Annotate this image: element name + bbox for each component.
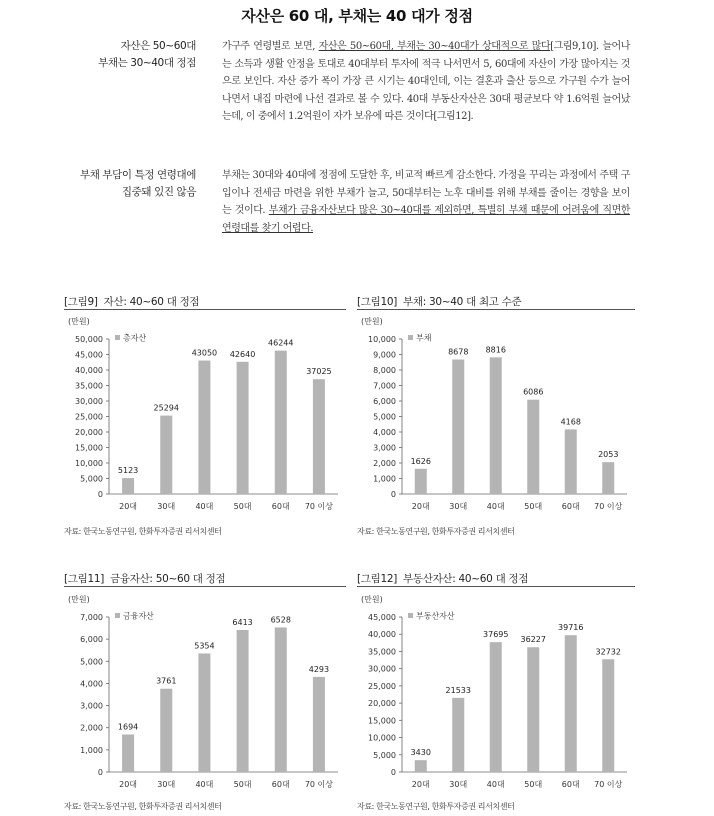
y-tick-label: 5,000 [373, 750, 396, 760]
bar [122, 478, 134, 494]
x-tick-label: 40대 [195, 502, 214, 511]
x-tick-label: 20대 [411, 502, 430, 511]
y-tick-label: 35,000 [75, 381, 103, 391]
y-tick-label: 8,000 [373, 366, 396, 375]
figure-12-source: 자료: 한국노동연구원, 한화투자증권 리서치센터 [357, 802, 515, 811]
data-label: 8816 [485, 345, 506, 355]
data-label: 46244 [268, 338, 294, 348]
x-tick-label: 70 이상 [304, 502, 334, 511]
data-label: 43050 [191, 348, 218, 358]
y-tick-label: 0 [390, 490, 396, 499]
bar [527, 647, 539, 772]
data-label: 1626 [410, 456, 431, 466]
data-label: 5354 [194, 641, 215, 651]
bar [415, 469, 427, 494]
y-tick-label: 6,000 [80, 635, 103, 645]
side-heading-line: 부채 부담이 특정 연령대에 [80, 169, 196, 181]
y-tick-label: 10,000 [368, 733, 396, 743]
y-tick-label: 50,000 [75, 335, 103, 344]
y-tick-label: 4,000 [373, 428, 396, 437]
y-tick-label: 2,000 [80, 723, 103, 733]
figure-caption: 자산: 40~60 대 정점 [103, 296, 200, 308]
body-text-underlined: 부채가 금융자산보다 많은 30~40대를 제외하면, 특별히 부채 때문에 어려움에 직면한 연령대를 찾기 어렵다. [222, 205, 630, 234]
unit-label: (만원) [68, 317, 90, 326]
bar [160, 689, 172, 772]
legend-swatch [408, 335, 413, 340]
x-tick-label: 40대 [195, 780, 214, 789]
y-tick-label: 3,000 [373, 443, 396, 453]
x-tick-label: 70 이상 [594, 780, 623, 789]
figure-caption: 부채: 30~40 대 최고 수준 [403, 296, 522, 308]
data-label: 39716 [558, 623, 584, 633]
y-tick-label: 5,000 [80, 474, 103, 484]
x-tick-label: 30대 [449, 780, 468, 789]
figure-number: [그림11] [64, 573, 105, 585]
x-tick-label: 50대 [233, 502, 252, 511]
figure-10-chart [357, 312, 635, 520]
y-tick-label: 20,000 [75, 428, 103, 437]
bar [565, 429, 577, 494]
figure-caption: 금융자산: 50~60 대 정점 [110, 573, 226, 585]
figure-number: [그림9] [64, 296, 98, 308]
y-tick-label: 1,000 [80, 745, 103, 755]
x-tick-label: 70 이상 [594, 502, 623, 511]
x-tick-label: 50대 [233, 780, 252, 789]
figure-9-chart [64, 312, 346, 520]
side-heading [98, 38, 196, 72]
unit-label: (만원) [361, 595, 383, 604]
data-label: 3761 [156, 676, 177, 686]
bar [275, 627, 287, 772]
data-label: 42640 [229, 349, 256, 359]
bar [198, 653, 210, 772]
bar [565, 635, 577, 772]
bar [602, 462, 614, 494]
y-tick-label: 20,000 [368, 699, 396, 709]
data-label: 4168 [560, 417, 581, 427]
bar [452, 698, 464, 772]
x-tick-label: 20대 [119, 502, 138, 511]
legend-label: 금융자산 [123, 611, 154, 621]
figure-10-title [357, 294, 521, 309]
figure-12-rule [357, 586, 635, 587]
unit-label: (만원) [68, 595, 90, 604]
legend-swatch [115, 613, 120, 618]
figure-11-source: 자료: 한국노동연구원, 한화투자증권 리서치센터 [64, 802, 222, 811]
side-heading-line: 집중돼 있진 않음 [121, 186, 196, 198]
y-tick-label: 40,000 [75, 366, 103, 375]
body-paragraph [222, 38, 630, 126]
figure-number: [그림10] [357, 296, 398, 308]
bar [452, 359, 464, 494]
data-label: 21533 [445, 685, 471, 695]
figure-number: [그림12] [357, 573, 398, 585]
y-tick-label: 1,000 [373, 474, 396, 484]
y-tick-label: 7,000 [80, 613, 103, 622]
y-tick-label: 25,000 [75, 412, 103, 422]
y-tick-label: 7,000 [373, 381, 396, 391]
bar [313, 677, 325, 772]
y-tick-label: 40,000 [368, 630, 396, 640]
bar [160, 416, 172, 494]
bar [490, 357, 502, 494]
side-heading [80, 167, 196, 201]
data-label: 37025 [306, 367, 332, 377]
x-tick-label: 60대 [561, 780, 580, 789]
data-label: 6413 [232, 617, 253, 627]
bar [237, 362, 249, 494]
body-paragraph [222, 167, 630, 237]
figure-12-title [357, 571, 528, 586]
bar [198, 361, 210, 494]
x-tick-label: 30대 [157, 502, 176, 511]
bar [313, 379, 325, 494]
figure-11-rule [64, 586, 346, 587]
x-tick-label: 20대 [119, 780, 138, 789]
y-tick-label: 30,000 [368, 664, 396, 674]
data-label: 37695 [483, 630, 509, 640]
side-heading-line: 자산은 50~60대 [120, 40, 196, 52]
data-label: 36227 [520, 635, 546, 645]
y-tick-label: 0 [97, 490, 103, 499]
data-label: 8678 [448, 347, 469, 357]
x-tick-label: 70 이상 [304, 780, 334, 789]
y-tick-label: 10,000 [368, 335, 396, 344]
body-text: 가구주 연령별로 보면, [222, 41, 319, 52]
x-tick-label: 20대 [411, 780, 430, 789]
figure-10-rule [357, 309, 635, 310]
figure-caption: 부동산자산: 40~60 대 정점 [403, 573, 529, 585]
x-tick-label: 30대 [157, 780, 176, 789]
body-text-underlined: 자산은 50~60대, 부채는 30~40대가 상대적으로 많다 [318, 41, 551, 52]
figure-11-chart [64, 590, 346, 798]
bar [602, 659, 614, 772]
x-tick-label: 50대 [524, 502, 543, 511]
y-tick-label: 4,000 [80, 679, 103, 689]
data-label: 2053 [598, 450, 619, 460]
y-tick-label: 2,000 [373, 459, 396, 468]
legend-label: 부동산자산 [416, 611, 455, 621]
data-label: 1694 [117, 722, 139, 732]
data-label: 25294 [153, 403, 179, 413]
y-tick-label: 30,000 [75, 397, 103, 406]
y-tick-label: 3,000 [80, 701, 103, 711]
y-tick-label: 0 [97, 768, 103, 777]
y-tick-label: 0 [390, 768, 396, 777]
body-text: [그림9,10]. 늘어나는 소득과 생활 안정을 토대로 40대부터 투자에 적극 나서면서 5, 60대에 자산이 가장 많아지는 것으로 보인다. 자산 증가 폭이 가장 큰 시기는 40대인데, 이는 결혼과 출산 등으로 가구원 수가 늘어나면서 내집 마련에 나선 결과로 볼 수 있다. 40대 부동산자산은 30대 평균보다 약 1.6억원 늘어났는데, 이 중에서 1.2억원이 자가 보유에 따른 것이다[그림12]. [222, 41, 630, 122]
x-tick-label: 40대 [486, 502, 505, 511]
y-tick-label: 15,000 [368, 716, 396, 726]
x-tick-label: 50대 [524, 780, 543, 789]
figure-9-source: 자료: 한국노동연구원, 한화투자증권 리서치센터 [64, 527, 222, 536]
figure-12-chart [357, 590, 635, 798]
y-tick-label: 35,000 [368, 647, 396, 657]
data-label: 6086 [523, 387, 544, 397]
body-text: 부채는 30대와 40대에 정점에 도달한 후, 비교적 빠르게 감소한다. 가정을 꾸리는 과정에서 주택 구입이나 전세금 마련을 위한 부채가 늘고, 50대부터는 노후 대비를 위해 부채를 줄이는 경향을 보이는 것이다. [222, 170, 630, 216]
figure-9-title [64, 294, 199, 309]
y-tick-label: 5,000 [80, 657, 103, 667]
legend-swatch [115, 335, 120, 340]
bar [237, 630, 249, 772]
figure-10-source: 자료: 한국노동연구원, 한화투자증권 리서치센터 [357, 527, 515, 536]
y-tick-label: 25,000 [368, 681, 396, 691]
bar [415, 760, 427, 772]
y-tick-label: 45,000 [75, 350, 103, 360]
legend-swatch [408, 613, 413, 618]
y-tick-label: 6,000 [373, 397, 396, 406]
bar [527, 400, 539, 494]
unit-label: (만원) [361, 317, 383, 326]
legend-label: 부채 [416, 333, 432, 343]
x-tick-label: 60대 [271, 780, 290, 789]
y-tick-label: 10,000 [75, 459, 103, 468]
y-tick-label: 5,000 [373, 412, 396, 422]
data-label: 5123 [117, 466, 139, 476]
figure-9-rule [64, 309, 346, 310]
y-tick-label: 15,000 [75, 443, 103, 453]
y-tick-label: 9,000 [373, 350, 396, 360]
bar [490, 642, 502, 772]
page-title: 자산은 60 대, 부채는 40 대가 정점 [241, 7, 473, 25]
x-tick-label: 30대 [449, 502, 468, 511]
data-label: 3430 [410, 748, 431, 758]
legend-label: 총자산 [123, 333, 147, 343]
bar [122, 734, 134, 772]
data-label: 6528 [270, 615, 291, 625]
side-heading-line: 부채는 30~40대 정점 [98, 57, 196, 69]
y-tick-label: 45,000 [368, 613, 396, 622]
x-tick-label: 60대 [561, 502, 580, 511]
x-tick-label: 40대 [486, 780, 505, 789]
bar [275, 351, 287, 494]
data-label: 4293 [308, 664, 330, 674]
data-label: 32732 [595, 647, 621, 657]
figure-11-title [64, 571, 225, 586]
x-tick-label: 60대 [271, 502, 290, 511]
